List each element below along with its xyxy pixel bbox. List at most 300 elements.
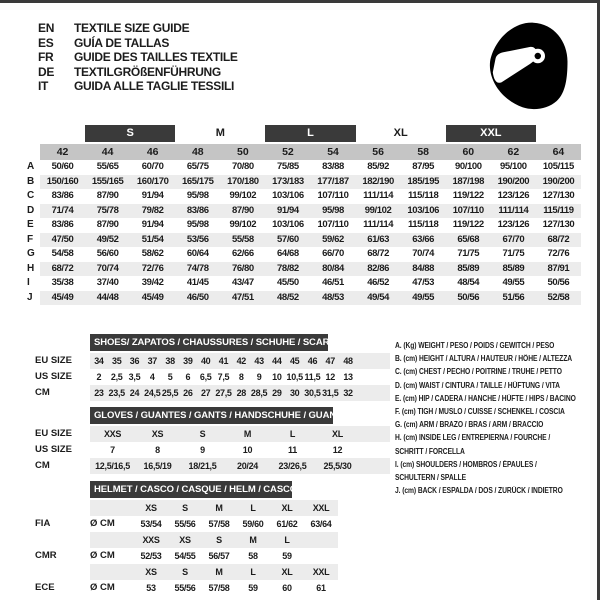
measurement-row bbox=[27, 233, 581, 248]
helmet-section bbox=[35, 481, 338, 596]
helmet-size-value: 60 bbox=[282, 583, 292, 593]
legend-item: SCHRITT / FORCELLA bbox=[395, 446, 465, 456]
size-column-header: 46 bbox=[130, 144, 175, 160]
helmet-size-value: 56/57 bbox=[208, 551, 230, 561]
measurement-value: 68/72 bbox=[40, 262, 85, 277]
measurement-value: 50/56 bbox=[446, 291, 491, 306]
cell-value: 12 bbox=[332, 445, 343, 455]
diameter-unit: Ø CM bbox=[90, 582, 115, 593]
measurement-value: 49/55 bbox=[502, 277, 525, 288]
cell-value: 10,5 bbox=[286, 372, 303, 382]
measurement-value: 56/60 bbox=[96, 248, 119, 259]
spacer bbox=[90, 532, 134, 548]
measurement-row-label: B bbox=[27, 175, 35, 187]
size-column-header: 64 bbox=[536, 144, 581, 160]
cell-value: 38 bbox=[165, 356, 175, 366]
cell-value: S bbox=[199, 429, 206, 439]
cell-value: 3,5 bbox=[128, 372, 141, 382]
measurement-value: 49/55 bbox=[401, 291, 446, 306]
size-strip bbox=[90, 564, 338, 580]
helmet-size-value: 58 bbox=[248, 551, 258, 561]
helmet-size-label: XS bbox=[145, 503, 157, 513]
helmet-size-values bbox=[134, 548, 338, 564]
row-label: US SIZE bbox=[35, 444, 72, 455]
measurement-value: 51/56 bbox=[491, 291, 536, 306]
cell-value: 39 bbox=[183, 356, 193, 366]
size-column-header: 44 bbox=[85, 144, 130, 160]
measurement-value: 35/38 bbox=[51, 277, 74, 288]
measurement-value: 115/119 bbox=[536, 204, 581, 219]
cell-value: 16,5/19 bbox=[143, 461, 172, 471]
helmet-size-value: 57/58 bbox=[208, 519, 230, 529]
helmet-size-value: 54/55 bbox=[174, 551, 196, 561]
cell-value: 36 bbox=[129, 356, 140, 366]
measurement-value: 53/56 bbox=[175, 233, 220, 248]
measurement-value: 59/62 bbox=[310, 233, 355, 248]
diameter-unit: Ø CM bbox=[90, 518, 115, 529]
helmet-size-value: 53/54 bbox=[140, 519, 162, 529]
cell-value: XS bbox=[151, 429, 164, 439]
measurement-legend bbox=[395, 339, 597, 497]
measurement-value: 95/98 bbox=[186, 190, 209, 201]
size-column-header: 50 bbox=[220, 144, 265, 160]
measurement-value: 47/53 bbox=[412, 277, 435, 288]
helmet-size-label: S bbox=[182, 503, 188, 513]
measurement-row bbox=[27, 189, 581, 204]
measurement-value: 64/68 bbox=[277, 248, 299, 259]
cell-value: XL bbox=[332, 429, 343, 439]
measurement-value: 83/86 bbox=[51, 190, 74, 201]
measurement-value: 99/102 bbox=[229, 190, 257, 201]
cell-value: 2 bbox=[96, 372, 102, 382]
cell-value: 12,5/16,5 bbox=[95, 461, 130, 471]
measurement-value: 103/106 bbox=[401, 204, 446, 219]
helmet-size-value bbox=[304, 548, 338, 564]
measurement-value: 75/85 bbox=[277, 161, 299, 172]
cell-value: 48 bbox=[343, 356, 353, 366]
cell-value: 9 bbox=[256, 372, 262, 382]
helmet-size-label: M bbox=[215, 567, 223, 577]
measurement-value: 115/118 bbox=[407, 190, 439, 201]
size-group-xxl: XXL bbox=[446, 125, 536, 142]
measurement-value: 62/66 bbox=[231, 248, 254, 259]
row-label: EU SIZE bbox=[35, 428, 72, 439]
measurement-value: 45/49 bbox=[40, 291, 85, 306]
size-column-header: 56 bbox=[356, 144, 401, 160]
language-row bbox=[38, 79, 238, 94]
measurement-value: 71/74 bbox=[40, 204, 85, 219]
row-label: US SIZE bbox=[35, 371, 72, 382]
cell-value: 24 bbox=[129, 388, 140, 398]
spacer bbox=[27, 144, 40, 160]
measurement-value: 170/180 bbox=[220, 175, 265, 190]
measurement-value: 91/94 bbox=[265, 204, 310, 219]
cell-value: 7,5 bbox=[217, 372, 230, 382]
size-number-row bbox=[27, 144, 581, 160]
cell-value: 32 bbox=[343, 388, 353, 398]
legend-item: B. (cm) HEIGHT / ALTURA / HAUTEUR / HÖHE / ALTEZZA bbox=[395, 354, 572, 364]
measurement-value: 55/65 bbox=[96, 161, 119, 172]
cell-value: 11,5 bbox=[304, 372, 321, 382]
gloves-row bbox=[35, 426, 390, 442]
spacer bbox=[536, 125, 581, 142]
row-values bbox=[90, 353, 390, 369]
measurement-value: 79/82 bbox=[130, 204, 175, 219]
language-code: EN bbox=[38, 21, 55, 35]
cell-value: L bbox=[289, 429, 296, 439]
measurement-value: 127/130 bbox=[542, 190, 575, 201]
measurement-value: 87/90 bbox=[220, 204, 265, 219]
cell-value: 44 bbox=[272, 356, 282, 366]
cell-value: 35 bbox=[111, 356, 122, 366]
measurement-row-label: A bbox=[27, 161, 35, 172]
measurement-value: 187/198 bbox=[446, 175, 491, 190]
helmet-size-value: 59 bbox=[248, 583, 258, 593]
measurement-value: 51/54 bbox=[130, 233, 175, 248]
measurement-value: 111/114 bbox=[363, 190, 394, 201]
row-label: EU SIZE bbox=[35, 355, 72, 366]
helmet-size-label: S bbox=[182, 567, 188, 577]
spacer bbox=[35, 532, 90, 548]
language-row bbox=[38, 21, 238, 36]
helmet-size-label: L bbox=[250, 503, 256, 513]
cell-value: 45 bbox=[289, 356, 300, 366]
measurement-value: 84/88 bbox=[401, 262, 446, 277]
standard-label: FIA bbox=[35, 518, 51, 529]
measurement-value: 83/86 bbox=[175, 204, 220, 219]
measurement-value: 91/94 bbox=[141, 190, 164, 201]
measurement-value: 82/86 bbox=[356, 262, 401, 277]
measurement-value: 46/50 bbox=[175, 291, 220, 306]
helmet-size-value: 63/64 bbox=[310, 519, 332, 529]
measurement-value: 68/72 bbox=[536, 233, 581, 248]
cell-value: 24,5 bbox=[144, 388, 161, 398]
cell-value: 26 bbox=[183, 388, 193, 398]
measurement-value: 60/64 bbox=[186, 248, 209, 259]
cell-value: 28 bbox=[236, 388, 246, 398]
measurement-value: 66/70 bbox=[322, 248, 344, 259]
measurement-value: 49/52 bbox=[85, 233, 130, 248]
size-column-header: 60 bbox=[446, 144, 491, 160]
shoes-row bbox=[35, 353, 390, 369]
measurement-value: 65/68 bbox=[446, 233, 491, 248]
measurement-value: 74/78 bbox=[175, 262, 220, 277]
legend-item: E. (cm) HIP / CADERA / HANCHE / HÜFTE / HIPS / BACINO bbox=[395, 393, 576, 403]
standard-label: ECE bbox=[35, 582, 55, 593]
row-values bbox=[90, 458, 390, 474]
helmet-size-values bbox=[134, 580, 338, 596]
cell-value: 4 bbox=[149, 372, 155, 382]
helmet-size-value: 57/58 bbox=[208, 583, 230, 593]
gloves-title-bar: GLOVES / GUANTES / GANTS / HANDSCHUHE / GUANTI bbox=[90, 407, 333, 424]
helmet-size-row bbox=[35, 564, 338, 580]
measurement-row-label: E bbox=[27, 219, 34, 230]
cell-value: 30,5 bbox=[304, 388, 321, 398]
measurement-value: 177/187 bbox=[310, 175, 355, 190]
cell-value: 27 bbox=[200, 388, 211, 398]
measurement-row bbox=[27, 291, 581, 306]
measurement-value: 75/78 bbox=[85, 204, 130, 219]
gloves-row bbox=[35, 458, 390, 474]
size-group-m: M bbox=[215, 127, 225, 139]
legend-item: D. (cm) WAIST / CINTURA / TAILLE / HÜFTUNG / VITA bbox=[395, 380, 560, 390]
measurement-value: 111/114 bbox=[363, 219, 394, 230]
helmet-size-row bbox=[35, 532, 338, 548]
shoes-title-bar: SHOES/ ZAPATOS / CHAUSSURES / SCHUHE / SCARPE bbox=[90, 334, 328, 351]
measurement-value: 83/88 bbox=[322, 161, 344, 172]
cell-value: 25,5 bbox=[161, 388, 179, 398]
size-column-header: 62 bbox=[491, 144, 536, 160]
measurement-row bbox=[27, 204, 581, 219]
cell-value: 37 bbox=[147, 356, 157, 366]
cell-value: 23,5 bbox=[108, 388, 125, 398]
cell-value: 9 bbox=[200, 445, 205, 455]
diameter-unit: Ø CM bbox=[90, 550, 115, 561]
helmet-size-value: 61/62 bbox=[276, 519, 298, 529]
measurement-value: 123/126 bbox=[497, 219, 530, 230]
helmet-value-row bbox=[35, 580, 338, 596]
measurement-value: 80/84 bbox=[310, 262, 355, 277]
language-code: FR bbox=[38, 50, 54, 65]
measurement-value: 127/130 bbox=[542, 219, 575, 230]
measurement-value: 41/45 bbox=[186, 277, 209, 288]
measurement-value: 87/90 bbox=[96, 219, 119, 230]
value-strip bbox=[90, 516, 338, 532]
measurement-value: 83/86 bbox=[51, 219, 74, 230]
measurement-value: 90/100 bbox=[454, 161, 482, 172]
cell-value: 29 bbox=[272, 388, 282, 398]
measurement-value: 173/183 bbox=[265, 175, 310, 190]
cell-value: 7 bbox=[110, 445, 115, 455]
language-title: TEXTILGRÖßENFÜHRUNG bbox=[74, 64, 221, 79]
language-header bbox=[38, 21, 238, 94]
cell-value: 13 bbox=[343, 372, 353, 382]
measurement-value: 190/200 bbox=[536, 175, 581, 190]
helmet-value-row bbox=[35, 548, 338, 564]
measurement-value: 47/51 bbox=[220, 291, 265, 306]
language-row bbox=[38, 36, 238, 51]
measurement-value: 46/51 bbox=[322, 277, 344, 288]
measurement-value: 87/90 bbox=[96, 190, 119, 201]
measurement-value: 65/75 bbox=[186, 161, 209, 172]
helmet-size-label: M bbox=[249, 535, 257, 545]
cell-value: 28,5 bbox=[250, 388, 268, 398]
size-column-header: 52 bbox=[265, 144, 310, 160]
textile-size-table bbox=[27, 125, 581, 305]
legend-item: I. (cm) SHOULDERS / HOMBROS / ÉPAULES / bbox=[395, 459, 537, 469]
measurement-row bbox=[27, 218, 581, 233]
measurement-value: 185/195 bbox=[401, 175, 446, 190]
cell-value: M bbox=[243, 429, 252, 439]
helmet-size-label: XXS bbox=[142, 535, 160, 545]
legend-item: H. (cm) INSIDE LEG / ENTREPIERNA / FOURCHE / bbox=[395, 433, 551, 443]
language-title: GUIDA ALLE TAGLIE TESSILI bbox=[74, 79, 235, 94]
measurement-row bbox=[27, 175, 581, 190]
helmet-size-labels bbox=[134, 532, 338, 548]
measurement-value: 105/115 bbox=[542, 161, 574, 172]
measurement-value: 68/72 bbox=[367, 248, 389, 259]
standard-label: CMR bbox=[35, 550, 57, 561]
measurement-value: 45/49 bbox=[130, 291, 175, 306]
helmet-size-label: XS bbox=[145, 567, 157, 577]
size-group-row bbox=[27, 125, 581, 142]
spacer bbox=[90, 564, 134, 580]
shoes-table-body bbox=[35, 353, 390, 401]
helmet-table-body bbox=[35, 500, 338, 596]
measurement-row-label: J bbox=[27, 291, 33, 303]
helmet-size-label bbox=[304, 532, 338, 548]
measurement-value: 52/58 bbox=[536, 291, 581, 306]
row-label: CM bbox=[35, 460, 50, 471]
measurement-value: 103/106 bbox=[272, 219, 304, 230]
helmet-size-label: XL bbox=[281, 567, 293, 577]
helmet-size-value: 52/53 bbox=[140, 551, 162, 561]
language-code: DE bbox=[38, 64, 55, 79]
measurement-value: 57/60 bbox=[265, 233, 310, 248]
measurement-value: 95/100 bbox=[500, 161, 527, 172]
measurement-value: 54/58 bbox=[51, 248, 74, 259]
row-label: CM bbox=[35, 387, 50, 398]
spacer bbox=[90, 500, 134, 516]
measurement-value: 160/170 bbox=[130, 175, 175, 190]
spacer bbox=[35, 500, 90, 516]
helmet-size-value: 59/60 bbox=[242, 519, 264, 529]
helmet-value-row bbox=[35, 516, 338, 532]
helmet-size-value: 61 bbox=[316, 583, 326, 593]
helmet-size-label: XS bbox=[179, 535, 191, 545]
helmet-size-value: 53 bbox=[146, 583, 156, 593]
measurement-value: 99/102 bbox=[229, 219, 257, 230]
measurement-value: 39/42 bbox=[141, 277, 164, 288]
size-group-l: L bbox=[265, 125, 355, 142]
measurement-value: 63/66 bbox=[401, 233, 446, 248]
measurement-value: 71/75 bbox=[502, 248, 525, 259]
size-column-header: 58 bbox=[401, 144, 446, 160]
helmet-size-value: 55/56 bbox=[174, 519, 196, 529]
helmet-size-value: 55/56 bbox=[174, 583, 196, 593]
row-values bbox=[90, 369, 390, 385]
measurement-row-label: G bbox=[27, 248, 35, 259]
spacer bbox=[27, 125, 85, 142]
row-values bbox=[90, 442, 390, 458]
measurement-value: 70/74 bbox=[412, 248, 435, 259]
gloves-row bbox=[35, 442, 390, 458]
helmet-size-value: 59 bbox=[282, 551, 292, 561]
measurement-value: 123/126 bbox=[497, 190, 530, 201]
size-column-header: 48 bbox=[175, 144, 220, 160]
cell-value: 23/26,5 bbox=[278, 461, 307, 471]
measurement-value: 48/54 bbox=[457, 277, 480, 288]
size-strip bbox=[90, 500, 338, 516]
shoes-row bbox=[35, 385, 390, 401]
language-title: TEXTILE SIZE GUIDE bbox=[74, 21, 190, 35]
measurement-value: 107/110 bbox=[317, 190, 349, 201]
gloves-table-body bbox=[35, 426, 390, 474]
cell-value: 18/21,5 bbox=[188, 461, 217, 471]
cell-value: 6,5 bbox=[199, 372, 212, 382]
cell-value: 5 bbox=[167, 372, 173, 382]
measurement-value: 111/114 bbox=[491, 204, 536, 219]
measurement-row bbox=[27, 276, 581, 291]
size-column-header: 54 bbox=[310, 144, 355, 160]
helmet-size-label: L bbox=[250, 567, 256, 577]
cell-value: 20/24 bbox=[236, 461, 259, 471]
cell-value: 30 bbox=[289, 388, 300, 398]
measurement-row-label: D bbox=[27, 204, 35, 216]
measurement-value: 103/106 bbox=[272, 190, 304, 201]
helmet-size-row bbox=[35, 500, 338, 516]
measurement-value: 99/102 bbox=[356, 204, 401, 219]
measurement-value: 70/80 bbox=[231, 161, 254, 172]
cell-value: 40 bbox=[200, 356, 211, 366]
measurement-value: 71/75 bbox=[457, 248, 480, 259]
measurement-value: 150/160 bbox=[40, 175, 85, 190]
measurement-value: 61/63 bbox=[356, 233, 401, 248]
helmet-size-label: S bbox=[216, 535, 222, 545]
legend-item: G. (cm) ARM / BRAZO / BRAS / ARM / BRACCIO bbox=[395, 420, 544, 430]
measurement-value: 70/74 bbox=[85, 262, 130, 277]
spacer bbox=[35, 564, 90, 580]
helmet-size-label: L bbox=[284, 535, 290, 545]
language-code: IT bbox=[38, 79, 49, 94]
cell-value: 27,5 bbox=[215, 388, 232, 398]
legend-item: F. (cm) TIGH / MUSLO / CUISSE / SCHENKEL / COSCIA bbox=[395, 407, 565, 417]
measurement-value: 85/92 bbox=[367, 161, 389, 172]
cell-value: 34 bbox=[94, 356, 104, 366]
measurement-value: 115/118 bbox=[407, 219, 439, 230]
helmet-size-values bbox=[134, 516, 338, 532]
cell-value: 23 bbox=[94, 388, 104, 398]
row-values bbox=[90, 385, 390, 401]
legend-item: SCHULTERN / SPALLE bbox=[395, 473, 467, 483]
helmet-size-label: XXL bbox=[312, 503, 330, 513]
cell-value: 11 bbox=[288, 445, 297, 455]
cell-value: 25,5/30 bbox=[323, 461, 352, 471]
value-strip bbox=[90, 548, 338, 564]
measurement-value: 48/53 bbox=[310, 291, 355, 306]
cell-value: 31,5 bbox=[322, 388, 339, 398]
cell-value: 8 bbox=[155, 445, 160, 455]
measurement-value: 85/89 bbox=[446, 262, 491, 277]
cell-value: 42 bbox=[236, 356, 246, 366]
row-values bbox=[90, 426, 390, 442]
language-title: GUÍA DE TALLAS bbox=[74, 35, 170, 50]
measurement-value: 95/98 bbox=[186, 219, 209, 230]
measurement-value: 44/48 bbox=[85, 291, 130, 306]
measurement-value: 95/98 bbox=[310, 204, 355, 219]
size-column-header: 42 bbox=[40, 144, 85, 160]
measurement-value: 87/95 bbox=[412, 161, 435, 172]
helmet-size-labels bbox=[134, 564, 338, 580]
measurement-value: 107/110 bbox=[317, 219, 349, 230]
cell-value: 12 bbox=[325, 372, 335, 382]
value-strip bbox=[90, 580, 338, 596]
measurement-value: 76/80 bbox=[220, 262, 265, 277]
legend-item: J. (cm) BACK / ESPALDA / DOS / ZURÜCK / INDIETRO bbox=[395, 486, 563, 496]
measurement-value: 47/50 bbox=[40, 233, 85, 248]
measurement-row-label: C bbox=[27, 190, 35, 201]
cell-value: 43 bbox=[254, 356, 264, 366]
helmet-title-bar: HELMET / CASCO / CASQUE / HELM / CASCO bbox=[90, 481, 292, 498]
legend-item: C. (cm) CHEST / PECHO / POITRINE / TRUHE / PETTO bbox=[395, 367, 562, 377]
helmet-size-label: XL bbox=[281, 503, 293, 513]
cell-value: XXS bbox=[103, 429, 122, 439]
language-row bbox=[38, 50, 238, 65]
measurement-value: 37/40 bbox=[96, 277, 119, 288]
measurement-value: 50/60 bbox=[51, 161, 74, 172]
measurement-row-label: H bbox=[27, 262, 35, 274]
helmet-icon bbox=[482, 15, 572, 115]
